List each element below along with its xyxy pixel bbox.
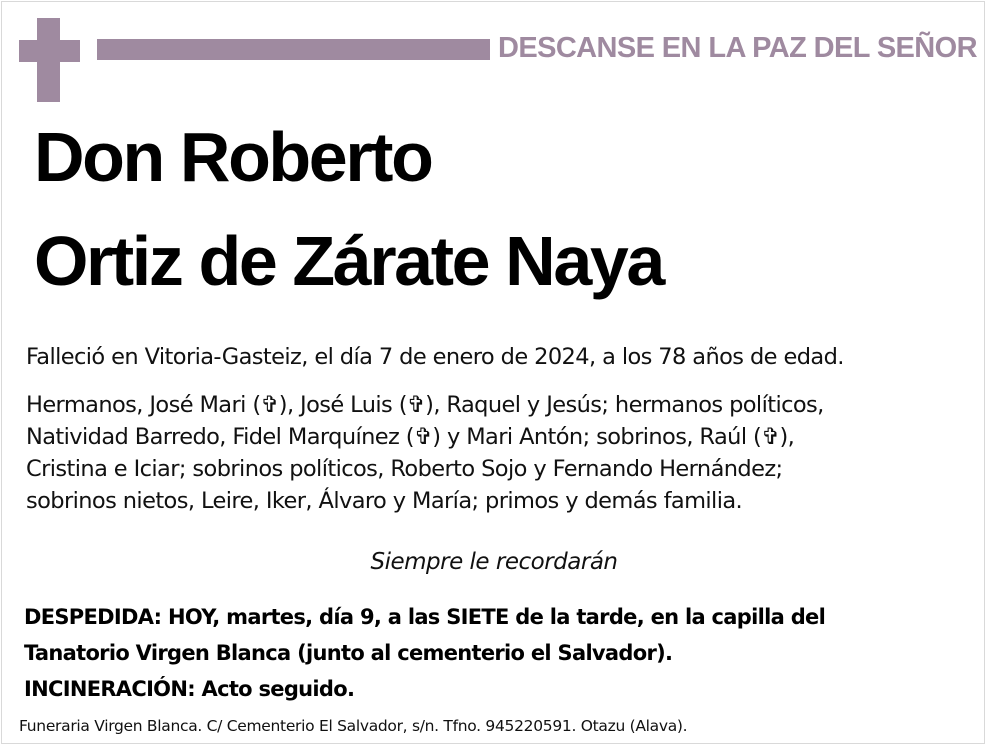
- cross-horizontal-bar: [19, 40, 80, 62]
- motto: Siempre le recordarán: [370, 549, 618, 575]
- header-title: DESCANSE EN LA PAZ DEL SEÑOR: [498, 32, 977, 64]
- header-rule: [97, 39, 490, 60]
- family-line: Hermanos, José Mari (✞), José Luis (✞), Raquel y Jesús; hermanos políticos,: [26, 392, 824, 418]
- family-line: sobrinos nietos, Leire, Iker, Álvaro y María; primos y demás familia.: [26, 488, 743, 514]
- death-notice: Falleció en Vitoria-Gasteiz, el día 7 de enero de 2024, a los 78 años de edad.: [26, 344, 844, 370]
- family-line: Cristina e Iciar; sobrinos políticos, Roberto Sojo y Fernando Hernández;: [26, 456, 783, 482]
- funeral-home-footer: Funeraria Virgen Blanca. C/ Cementerio El Salvador, s/n. Tfno. 945220591. Otazu (Alava).: [19, 717, 688, 735]
- deceased-name-line-2: Ortiz de Zárate Naya: [34, 222, 663, 300]
- deceased-name-line-1: Don Roberto: [34, 118, 432, 196]
- farewell-details: [24, 599, 984, 707]
- farewell-line: INCINERACIÓN: Acto seguido.: [24, 677, 355, 701]
- farewell-line: Tanatorio Virgen Blanca (junto al cementerio el Salvador).: [24, 641, 673, 665]
- family-line: Natividad Barredo, Fidel Marquínez (✞) y Mari Antón; sobrinos, Raúl (✞),: [26, 424, 795, 450]
- farewell-line: DESPEDIDA: HOY, martes, día 9, a las SIETE de la tarde, en la capilla del: [24, 605, 826, 629]
- family-list: [26, 389, 976, 517]
